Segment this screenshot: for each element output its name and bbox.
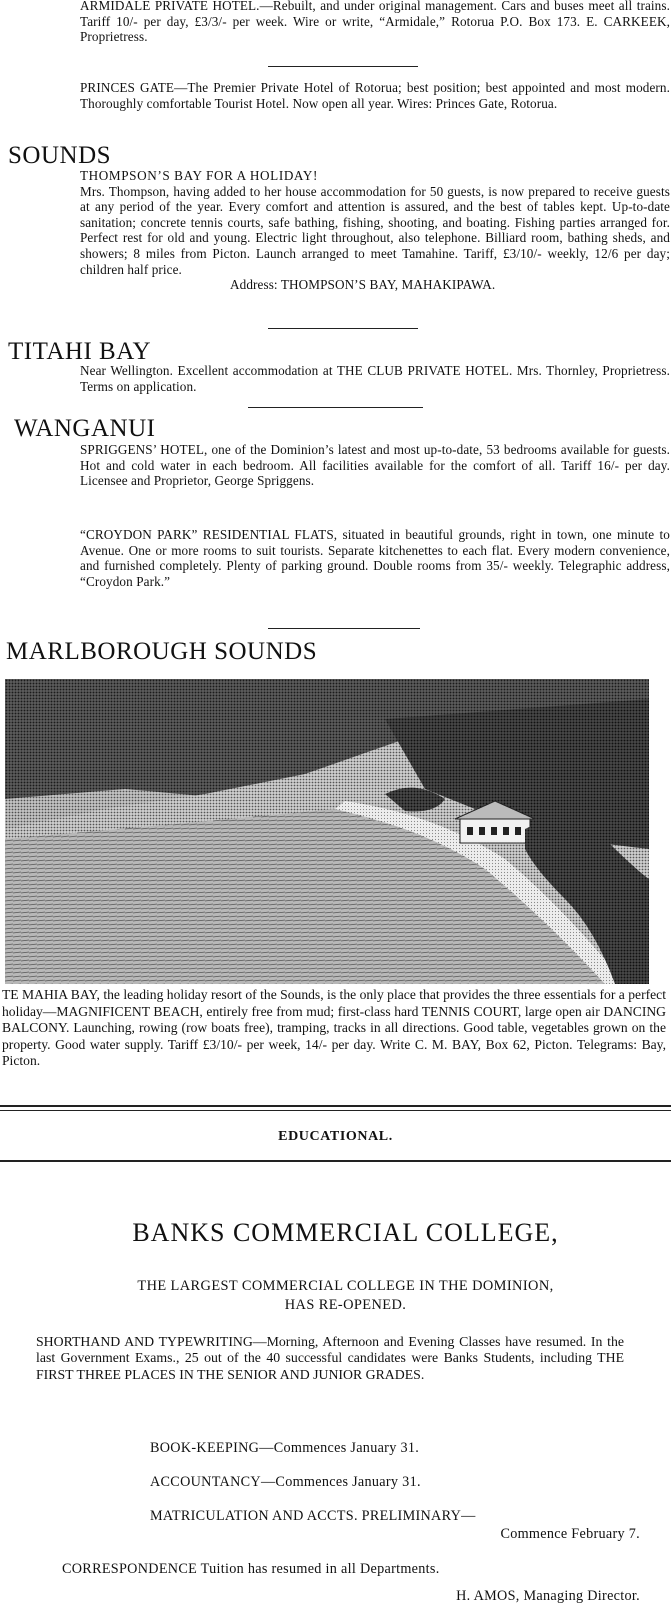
te-mahia-bay-photo [5, 679, 649, 984]
correspondence: CORRESPONDENCE Tuition has resumed in all Departments. [62, 1561, 440, 1577]
croydon-park-ad [80, 527, 670, 589]
divider [268, 66, 418, 67]
signature: H. AMOS, Managing Director. [456, 1588, 640, 1604]
titahi-bay-text: Near Wellington. Excellent accommodation at THE CLUB PRIVATE HOTEL. Mrs. Thornley, Proprietress. Terms on application. [80, 363, 670, 394]
te-mahia-bay-caption: TE MAHIA BAY, the leading holiday resort of the Sounds, is the only place that provides the three essentials for a perfect holiday—MAGNIFICENT BEACH, entirely free from mud; first-class hard TENNIS COURT, large open air DANCING BALCONY. Launching, rowing (row boats free), tramping, tracks in all directions. Good table, vegetables grown on the property. Good water supply. Tariff £3/10/- per week, 14/- per day. Write C. M. BAY, Box 62, Picton. Telegrams: Bay, Picton. [2, 987, 666, 1068]
shorthand-paragraph: SHORTHAND AND TYPEWRITING—Morning, Afternoon and Evening Classes have resumed. In the last Government Exams., 25 out of the 40 successful candidates were Banks Students, including THE FIRST THREE PLACES IN THE SENIOR AND JUNIOR GRADES. [36, 1334, 624, 1382]
college-sub1: THE LARGEST COMMERCIAL COLLEGE IN THE DOMINION, [137, 1278, 554, 1294]
princes-gate-ad [80, 80, 670, 111]
section-rule-top-thin [0, 1110, 671, 1111]
accountancy: ACCOUNTANCY—Commences January 31. [150, 1474, 421, 1490]
armidale-ad [80, 0, 670, 45]
section-rule-bottom [0, 1160, 671, 1162]
divider [268, 328, 418, 329]
shorthand-text [36, 1334, 624, 1383]
educational-heading-text: EDUCATIONAL. [278, 1129, 393, 1144]
wanganui-heading: WANGANUI [14, 415, 156, 442]
armidale-text: ARMIDALE PRIVATE HOTEL.—Rebuilt, and under original management. Cars and buses meet all trains. Tariff 10/- per day, £3/3/- per week. Wire or write, “Armidale,” Rotorua P.O. Box 173. E. CARKEEK, Proprietress. [80, 0, 670, 45]
college-sub2: HAS RE-OPENED. [284, 1297, 407, 1313]
croydon-park-text: “CROYDON PARK” RESIDENTIAL FLATS, situated in beautiful grounds, right in town, one minute to Avenue. One or more rooms to suit tourists. Separate kitchenettes to each flat. Every modern convenience, and furnished completely. Plenty of parking ground. Double rooms from 35/- weekly. Telegraphic address, “Croydon Park.” [80, 527, 670, 589]
college-name: BANKS COMMERCIAL COLLEGE, [132, 1218, 559, 1247]
matriculation-date: Commence February 7. [500, 1526, 640, 1542]
spriggens-hotel-text: SPRIGGENS’ HOTEL, one of the Dominion’s latest and most up-to-date, 53 bedrooms available for guests. Hot and cold water in each bedroom. All facilities available for the comfort of all. Tariff 16/- per day. Licensee and Proprietor, George Spriggens. [80, 442, 670, 489]
titahi-bay-heading: TITAHI BAY [8, 338, 152, 365]
section-rule-top [0, 1105, 671, 1107]
sounds-heading: SOUNDS [8, 142, 112, 169]
spriggens-hotel-ad [80, 442, 670, 489]
marlborough-sounds-heading: MARLBOROUGH SOUNDS [6, 638, 318, 665]
thompsons-bay-address: Address: THOMPSON’S BAY, MAHAKIPAWA. [230, 277, 496, 293]
princes-gate-text: PRINCES GATE—The Premier Private Hotel of Rotorua; best position; best appointed and most modern. Thoroughly comfortable Tourist Hotel. Now open all year. Wires: Princes Gate, Rotorua. [80, 80, 670, 111]
titahi-bay-ad [80, 363, 670, 394]
matriculation: MATRICULATION AND ACCTS. PRELIMINARY— [150, 1508, 476, 1524]
bookkeeping: BOOK-KEEPING—Commences January 31. [150, 1440, 420, 1456]
thompsons-bay-title: THOMPSON’S BAY FOR A HOLIDAY! [80, 168, 318, 183]
thompsons-bay-ad [80, 168, 670, 293]
thompsons-bay-text: Mrs. Thompson, having added to her house accommodation for 50 guests, is now prepared to receive guests at any period of the year. Every comfort and attention is assured, and the best of tables kept. Up-to-date sanitation; concrete tennis courts, safe bathing, fishing, shooting, and boating. Fishing parties arranged for. Perfect rest for old and young. Electric light throughout, also telephone. Billiard room, bathing sheds, and showers; 8 miles from Picton. Launch arranged to meet Tamahine. Tariff, £3/10/- weekly, 12/6 per day; children half price. [80, 183, 670, 277]
divider [248, 407, 423, 408]
educational-heading [0, 1129, 671, 1145]
divider [268, 628, 420, 629]
